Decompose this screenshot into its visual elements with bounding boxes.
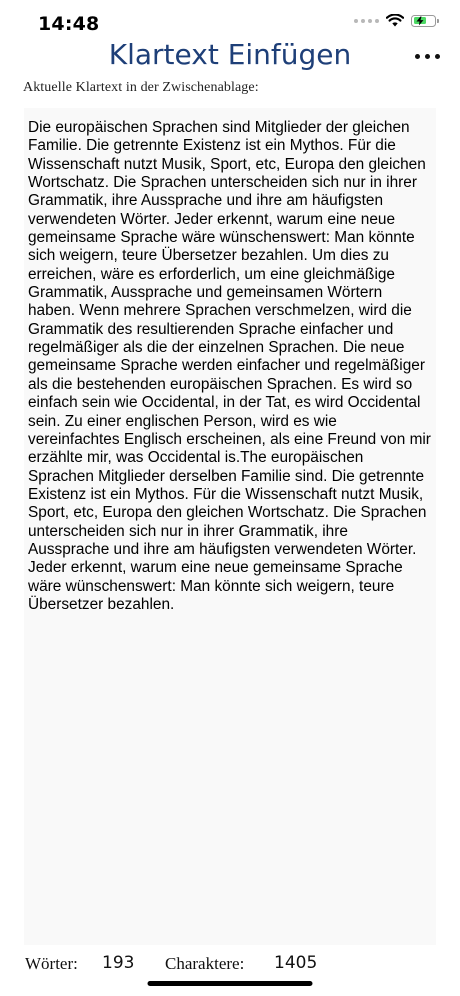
status-icons: [354, 14, 436, 27]
text-stats: [0, 952, 460, 976]
page-title: Klartext Einfügen: [108, 38, 352, 71]
more-options-button[interactable]: [415, 54, 440, 59]
signal-dots-icon: [354, 19, 379, 23]
battery-charging-icon: [411, 15, 436, 27]
words-label: Wörter:: [25, 954, 78, 973]
clipboard-text[interactable]: Die europäischen Sprachen sind Mitglieder der gleichen Familie. Die getrennte Existenz ist ein Mythos. Für die Wissenschaft nutzt Musik, Sport, etc, Europa den gleichen Wortschatz. Die Sprachen unterscheiden sich nur in ihrer Grammatik, ihre Aussprache und ihre am häufigsten verwendeten Wörter. Jeder erkennt, warum eine neue gemeinsame Sprache wäre wünschenswert: Man könnte sich weigern, teure Übersetzer bezahlen. Um dies zu erreichen, wäre es erforderlich, um eine gleichmäßige Grammatik, Aussprache und gemeinsamen Wörtern haben. Wenn mehrere Sprachen verschmelzen, wird die Grammatik des resultierenden Sprache einfacher und regelmäßiger als die der einzelnen Sprachen. Die neue gemeinsame Sprache werden einfacher und regelmäßiger als die bestehenden europäischen Sprachen. Es wird so einfach sein wie Occidental, in der Tat, es wird Occidental sein. Zu einer englischen Person, wird es wie vereinfachtes Englisch erscheinen, als eine Freund von mir erzählte mir, was Occidental is.The europäischen Sprachen Mitglieder derselben Familie sind. Die getrennte Existenz ist ein Mythos. Für die Wissenschaft nutzt Musik, Sport, etc, Europa den gleichen Wortschatz. Die Sprachen unterscheiden sich nur in ihrer Grammatik, ihre Aussprache und ihre am häufigsten verwendeten Wörter. Jeder erkennt, warum eine neue gemeinsame Sprache wäre wünschenswert: Man könnte sich weigern, teure Übersetzer bezahlen.: [28, 119, 436, 613]
navigation-bar: [0, 36, 460, 80]
battery-level: [414, 17, 426, 24]
chars-label: Charaktere:: [165, 954, 245, 973]
charging-bolt-icon: [416, 16, 423, 25]
chars-count: 1405: [274, 953, 318, 973]
wifi-icon: [386, 14, 404, 27]
clipboard-label: Aktuelle Klartext in der Zwischenablage:: [23, 80, 259, 95]
clipboard-text-view[interactable]: [24, 108, 436, 945]
status-time: 14:48: [38, 13, 100, 35]
home-indicator[interactable]: [148, 981, 313, 986]
words-count: 193: [102, 953, 135, 973]
ellipsis-icon[interactable]: [415, 54, 420, 59]
